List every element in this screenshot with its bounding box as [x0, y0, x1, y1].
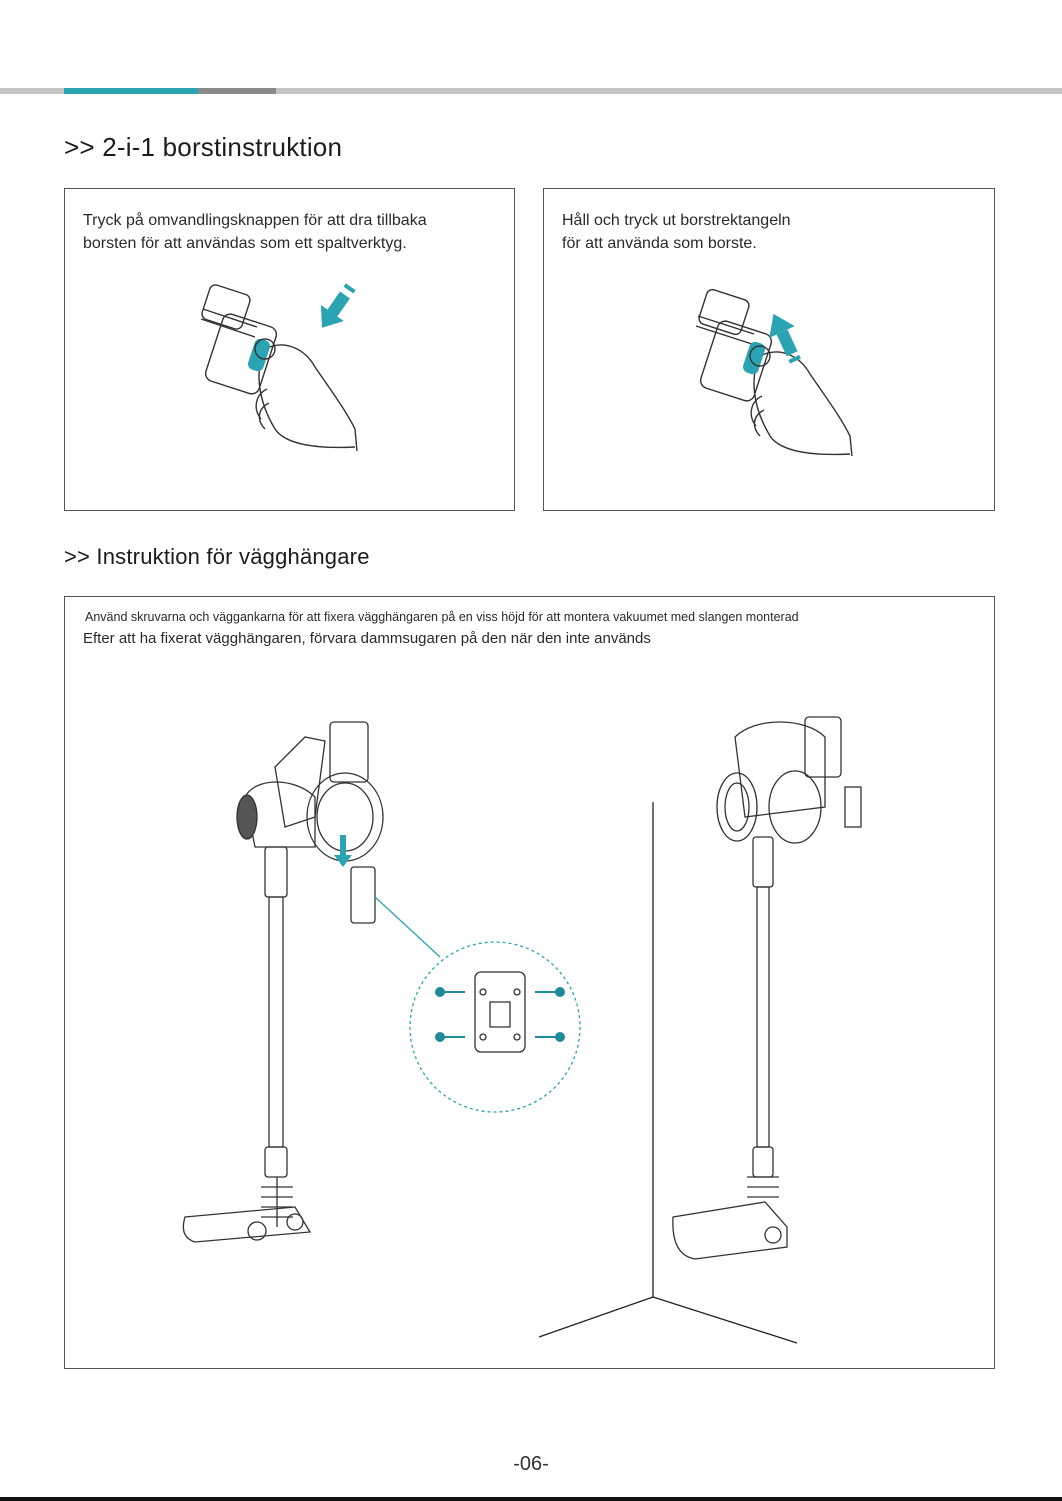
hand-press-button-illustration — [195, 279, 435, 469]
bottom-edge-line — [0, 1497, 1062, 1501]
vacuum-stored-on-wall-illustration — [525, 707, 965, 1357]
instruction-box-wall-hanger — [64, 596, 995, 1369]
instruction-text-line: borsten för att användas som ett spaltverktyg. — [83, 235, 407, 252]
header-bar-gray-segment — [198, 88, 276, 94]
instruction-box-retract-brush — [64, 188, 515, 511]
instruction-text-line: Tryck på omvandlingsknappen för att dra tillbaka — [83, 212, 427, 229]
instruction-text-line: Efter att ha fixerat vägghängaren, förvara dammsugaren på den när den inte används — [83, 630, 651, 647]
section-heading-wall-hanger: >> Instruktion för vägghängare — [64, 544, 370, 569]
header-bar-accent-segment — [64, 88, 198, 94]
section-heading-brush: >> 2-i-1 borstinstruktion — [64, 132, 343, 162]
instruction-box-extend-brush — [543, 188, 995, 511]
instruction-text-line: för att använda som borste. — [562, 235, 757, 252]
instruction-text-line: Använd skruvarna och väggankarna för att fixera vägghängaren på en viss höjd för att montera vakuumet med slangen monterad — [85, 610, 799, 624]
page-number: -06- — [513, 1453, 549, 1475]
instruction-text-line: Håll och tryck ut borstrektangeln — [562, 212, 791, 229]
header-progress-bar — [0, 88, 1062, 94]
hand-push-brush-illustration — [684, 284, 924, 474]
